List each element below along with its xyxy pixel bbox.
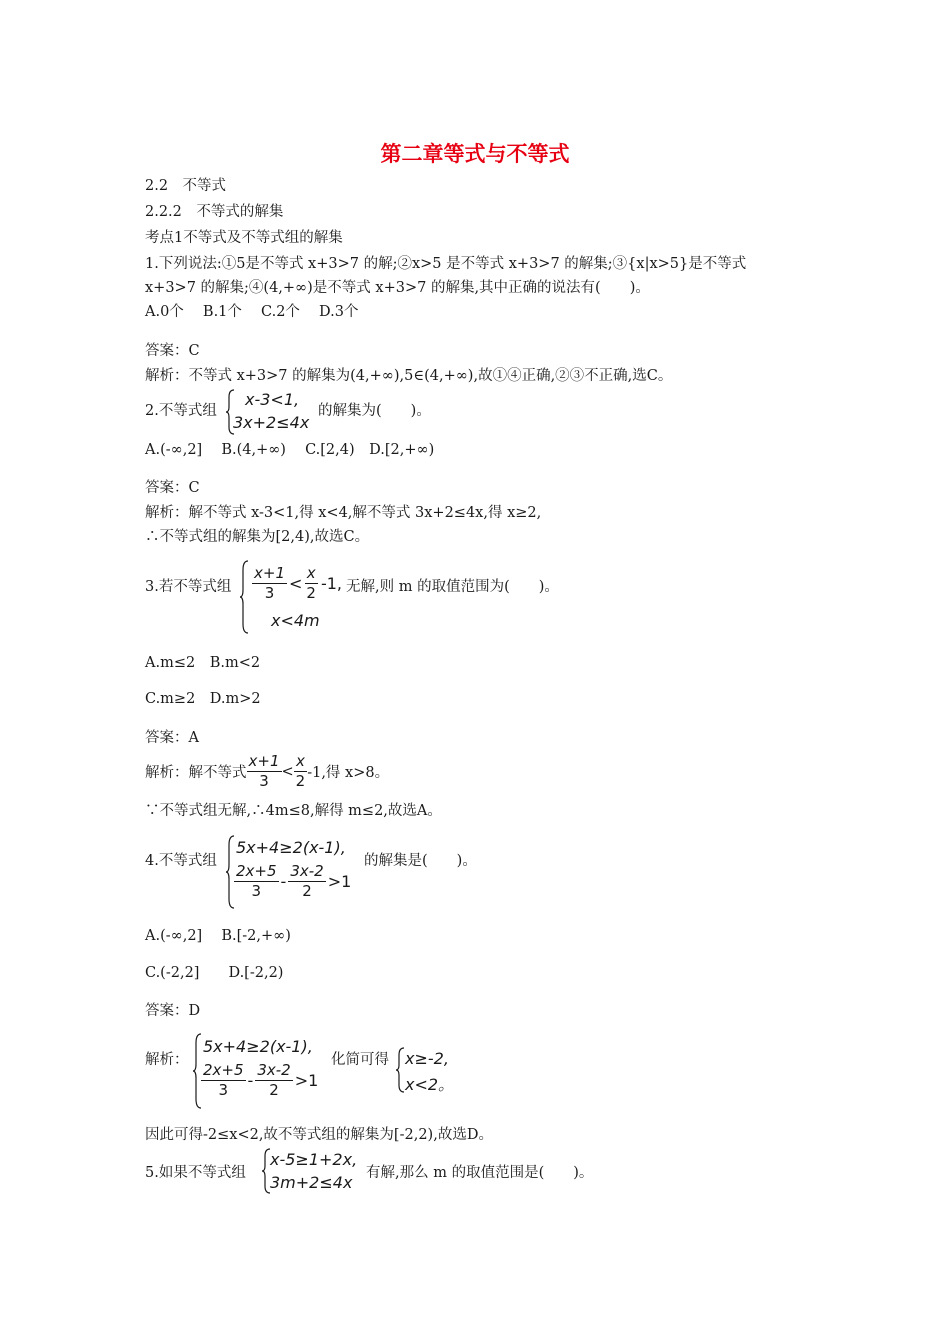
q4-fraction-left xyxy=(234,862,279,901)
q3-analysis-fraction-left xyxy=(247,752,282,791)
q4-options-line2: C.(-2,2] D.[-2,2) xyxy=(145,965,284,981)
q3-answer: 答案：A xyxy=(145,730,199,746)
q3-analysis-fraction-right xyxy=(294,752,308,791)
q5-system-line1: x-5≥1+2x, xyxy=(270,1150,358,1169)
q4-options-line1: A.(-∞,2] B.[-2,+∞) xyxy=(145,928,291,944)
q3-fraction-right xyxy=(304,564,318,603)
q4-analysis-system-line2 xyxy=(201,1061,318,1100)
q5-prefix: 5.如果不等式组 xyxy=(145,1165,246,1181)
q3-options-line1: A.m≤2 B.m<2 xyxy=(145,655,261,671)
section-heading: 2.2 不等式 xyxy=(145,178,227,194)
q3-analysis-less-than: < xyxy=(281,763,294,780)
q2-analysis-line2: ∴不等式组的解集为[2,4),故选C。 xyxy=(145,529,370,545)
q4-analysis-fraction-left xyxy=(201,1061,246,1100)
q4-analysis-fraction-left-numerator: 2x+5 xyxy=(203,1061,244,1079)
q4-system-line2 xyxy=(234,862,351,901)
q3-fraction-left xyxy=(252,564,287,603)
q4-prefix: 4.不等式组 xyxy=(145,853,217,869)
q4-analysis-greater-than-one: >1 xyxy=(294,1071,319,1090)
q3-analysis-line2: ∵不等式组无解,∴4m≤8,解得 m≤2,故选A。 xyxy=(145,803,442,819)
q2-system-line1: x-3<1, xyxy=(245,390,300,409)
q4-analysis-fraction-right-denominator: 2 xyxy=(269,1081,279,1099)
q3-fraction-left-numerator: x+1 xyxy=(254,564,285,582)
q3-fraction-right-denominator: 2 xyxy=(306,584,316,602)
q3-analysis-fraction-right-denominator: 2 xyxy=(295,772,306,790)
q3-brace xyxy=(240,560,250,634)
q4-answer: 答案：D xyxy=(145,1003,201,1019)
q2-suffix: 的解集为( )。 xyxy=(318,403,431,419)
q2-answer: 答案：C xyxy=(145,480,200,496)
q1-answer: 答案：C xyxy=(145,343,200,359)
q2-options: A.(-∞,2] B.(4,+∞) C.[2,4) D.[2,+∞) xyxy=(145,442,435,458)
q4-analysis-minus: - xyxy=(247,1071,254,1090)
q3-suffix: 无解,则 m 的取值范围为( )。 xyxy=(346,579,559,595)
q3-analysis-line1 xyxy=(145,752,389,791)
q4-simplify-label: 化简可得 xyxy=(331,1052,389,1068)
q4-result-line2: x<2。 xyxy=(405,1075,455,1094)
q4-result-line1: x≥-2, xyxy=(405,1049,449,1068)
topic-heading: 考点1不等式及不等式组的解集 xyxy=(145,230,343,246)
q4-fraction-left-numerator: 2x+5 xyxy=(236,862,277,880)
q3-fraction-left-denominator: 3 xyxy=(264,584,275,602)
page-title: 第二章等式与不等式 xyxy=(380,142,570,166)
subsection-heading: 2.2.2 不等式的解集 xyxy=(145,204,284,220)
q1-options: A.0个 B.1个 C.2个 D.3个 xyxy=(145,304,359,320)
q4-system-line1: 5x+4≥2(x-1), xyxy=(236,838,346,857)
q4-fraction-right-numerator: 3x-2 xyxy=(290,862,324,880)
q2-prefix: 2.不等式组 xyxy=(145,403,217,419)
q3-options-line2: C.m≥2 D.m>2 xyxy=(145,691,261,707)
q4-suffix: 的解集是( )。 xyxy=(364,853,477,869)
q3-analysis-fraction-left-numerator: x+1 xyxy=(248,752,280,770)
q3-less-than: < xyxy=(289,574,303,593)
q4-analysis-system-line1: 5x+4≥2(x-1), xyxy=(203,1037,313,1056)
q3-system-line2: x<4m xyxy=(271,611,320,630)
q3-prefix: 3.若不等式组 xyxy=(145,579,232,595)
q3-system-line1 xyxy=(252,564,342,603)
q4-analysis-prefix: 解析： xyxy=(145,1052,189,1068)
q1-stem-line2: x+3>7 的解集;④(4,+∞)是不等式 x+3>7 的解集,其中正确的说法有( )。 xyxy=(145,280,650,296)
q4-minus: - xyxy=(280,872,287,891)
q2-system-line2: 3x+2≤4x xyxy=(233,413,310,432)
q4-fraction-left-denominator: 3 xyxy=(251,882,262,900)
q4-fraction-right-denominator: 2 xyxy=(302,882,312,900)
q3-analysis-suffix: -1,得 x>8。 xyxy=(307,765,390,781)
q5-suffix: 有解,那么 m 的取值范围是( )。 xyxy=(366,1165,594,1181)
q4-greater-than-one: >1 xyxy=(327,872,352,891)
q4-analysis-fraction-right-numerator: 3x-2 xyxy=(257,1061,291,1079)
q3-analysis-fraction-right-numerator: x xyxy=(295,752,305,770)
q4-analysis-fraction-right xyxy=(255,1061,292,1100)
q3-analysis-fraction-left-denominator: 3 xyxy=(259,772,269,790)
q5-system-line2: 3m+2≤4x xyxy=(270,1173,353,1192)
q3-analysis-prefix: 解析：解不等式 xyxy=(145,765,247,781)
q3-fraction-right-numerator: x xyxy=(306,564,316,582)
q3-tail: -1, xyxy=(320,574,342,593)
q4-analysis-conclusion: 因此可得-2≤x<2,故不等式组的解集为[-2,2),故选D。 xyxy=(145,1127,493,1143)
q4-fraction-right xyxy=(288,862,325,901)
q2-analysis-line1: 解析：解不等式 x-3<1,得 x<4,解不等式 3x+2≤4x,得 x≥2, xyxy=(145,505,542,521)
q1-stem-line1: 1.下列说法:①5是不等式 x+3>7 的解;②x>5 是不等式 x+3>7 的解集;③{x|x>5}是不等式 xyxy=(145,256,747,272)
q4-analysis-fraction-left-denominator: 3 xyxy=(218,1081,229,1099)
q1-analysis: 解析：不等式 x+3>7 的解集为(4,+∞),5∈(4,+∞),故①④正确,②③不正确,选C。 xyxy=(145,368,673,384)
